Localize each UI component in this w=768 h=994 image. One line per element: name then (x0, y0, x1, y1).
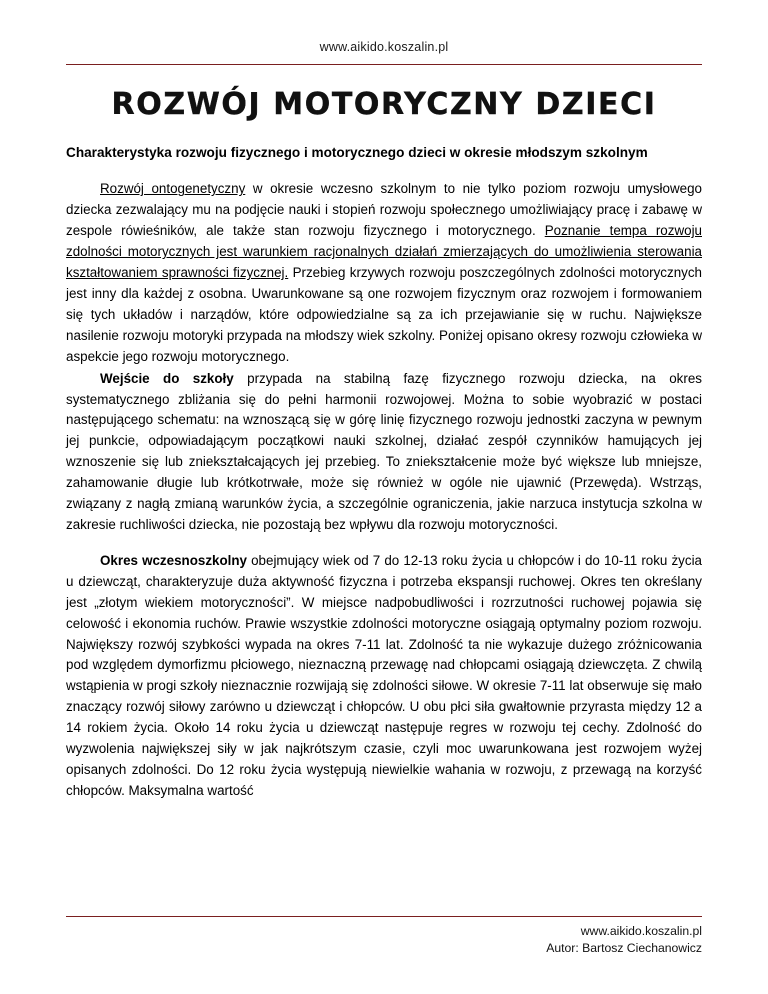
footer-divider (66, 916, 702, 917)
paragraph-3-lead: Okres wczesnoszkolny (100, 552, 247, 568)
footer-text-block (66, 923, 702, 958)
document-body (66, 122, 702, 802)
footer-author: Autor: Bartosz Ciechanowicz (546, 941, 702, 956)
page-title: ROZWÓJ MOTORYCZNY DZIECI (111, 87, 657, 122)
page-footer (0, 916, 768, 958)
section-subtitle: Charakterystyka rozwoju fizycznego i motorycznego dzieci w okresie młodszym szkolnym (66, 145, 648, 160)
paragraph-1-underlined-lead: Rozwój ontogenetyczny (100, 181, 246, 197)
paragraph-2-lead: Wejście do szkoły (100, 370, 234, 386)
header-url: www.aikido.koszalin.pl (319, 40, 449, 54)
paragraph-wejscie-do-szkoly (66, 369, 702, 536)
header-divider (66, 64, 702, 65)
paragraph-2-text: przypada na stabilną fazę fizycznego rozwoju dziecka, na okres systematycznego zbliżania się do pełni harmonii rozwojowej. Można to sobie wyobrazić w postaci następującego schematu: na wznoszącą się w górę linię fizycznego rozwoju jednostki zaczyna w pewnym jej punkcie, odpowiadającym początkowi nauki szkolnej, działać zespół czynników hamujących jej wznoszenie się lub zniekształcających jej przebieg. To zniekształcenie może być większe lub mniejsze, zahamowanie długie lub krótkotrwałe, może się również w ogóle nie ujawnić (Przewęda). Wstrząs, związany z nagłą zmianą warunków życia, a szczególnie ograniczenia, jakie narzuca instytucja szkolna w zakresie ruchliwości dziecka, nie pozostają bez wpływu dla rozwoju motoryczności. (66, 370, 702, 532)
paragraph-ontogenetyczny (66, 179, 702, 367)
paragraph-spacer (66, 536, 702, 551)
paragraph-1-text-a: w okresie wczesno szkolnym to nie tylko poziom rozwoju umysłowego dziecka zezwalający mu na podjęcie nauki i stopień rozwoju społecznego umożliwiający pracę i zabawę w zespole rówieśników, ale także stan rozwoju fizycznego i motorycznego. (66, 181, 702, 239)
footer-url: www.aikido.koszalin.pl (580, 923, 702, 938)
paragraph-1-underlined-block: Poznanie tempa rozwoju zdolności motorycznych jest warunkiem racjonalnych działań zmierzających do umożliwienia sterowania kształtowaniem sprawności fizycznej. (66, 223, 702, 281)
paragraph-1-text-b: Przebieg krzywych rozwoju poszczególnych zdolności motorycznych jest inny dla każdej z osobna. Uwarunkowane są one rozwojem fizycznym oraz rozwojem i formowaniem się tych układów i narządów, które odpowiedzialne są za ich przejawianie się w ruchu. Największe nasilenie rozwoju motoryki przypada na młodszy wiek szkolny. Poniżej opisano okresy rozwoju człowieka w aspekcie jego rozwoju motorycznego. (66, 265, 702, 364)
paragraph-okres-wczesnoszkolny (66, 551, 702, 802)
paragraph-3-text: obejmujący wiek od 7 do 12-13 roku życia u chłopców i do 10-11 roku życia u dziewcząt, charakteryzuje duża aktywność fizyczna i potrzeba ekspansji ruchowej. Okres ten określany jest „złotym wiekiem motoryczności”. W miejsce nadpobudliwości i rozrzutności ruchowej pojawia się celowość i ekonomia ruchów. Prawie wszystkie zdolności motoryczne osiągają optymalny poziom rozwoju. Największy rozwój szybkości wypada na okres 7-11 lat. Zdolność ta nie wykazuje dużego zróżnicowania pod względem dymorfizmu płciowego, nieznaczną przewagę nad chłopcami osiągają dziewczęta. Z chwilą wstąpienia w progi szkoły nieznacznie rozwijają się zdolności siłowe. W okresie 7-11 lat obserwuje się mało znaczący rozwój siłowy zarówno u dziewcząt i chłopców. U obu płci siła gwałtownie przyrasta między 12 a 14 rokiem życia. Około 14 roku życia u dziewcząt następuje regres w rozwoju tej cechy. Zdolność do wyzwolenia największej siły w jak najkrótszym czasie, czyli moc uwarunkowana jest rozwojem wyżej opisanych zdolności. Do 12 roku życia występują niewielkie wahania w rozwoju, z przewagą na korzyść chłopców. Maksymalna wartość (66, 552, 702, 798)
